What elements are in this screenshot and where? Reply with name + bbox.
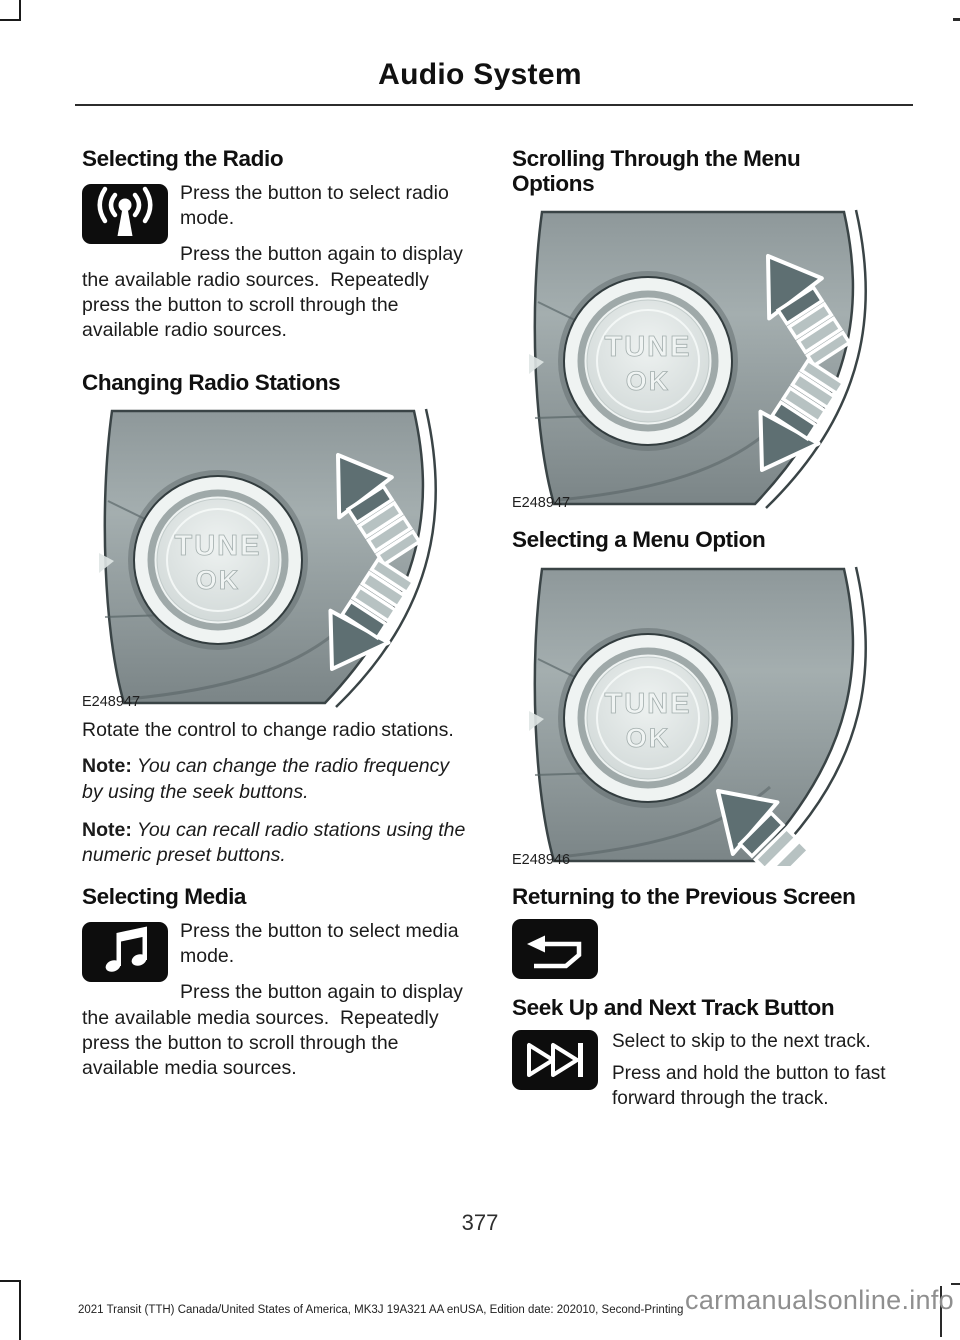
page-title: Audio System	[378, 58, 582, 91]
knob-tune-label: TUNE	[604, 331, 692, 364]
heading-seek: Seek Up and Next Track Button	[512, 994, 835, 1020]
skip-forward-icon	[512, 1030, 598, 1090]
radio-sources-text: Press the button again to display the available radio sources. Repeatedly press the button to scroll through the available radio sources.	[82, 243, 463, 341]
heading-selecting-media: Selecting Media	[82, 883, 247, 909]
heading-scrolling-menu: Scrolling Through the Menu Options	[512, 146, 801, 197]
figure-tune-knob-rotate	[82, 405, 472, 711]
figure-label: E248947	[82, 694, 141, 711]
seek-section	[512, 1030, 904, 1120]
radio-antenna-icon	[82, 184, 168, 244]
knob-ok-label: OK	[625, 722, 671, 753]
crop-mark-top-right	[953, 18, 960, 21]
seek-skip-text: Select to skip to the next track.	[612, 1030, 871, 1052]
figure-tune-knob-scroll	[512, 206, 902, 512]
note-preset-buttons	[82, 818, 474, 868]
note-label: Note:	[82, 755, 132, 778]
note-seek-buttons	[82, 754, 474, 804]
knob-ok-label: OK	[625, 366, 671, 397]
knob-tune-label: TUNE	[604, 687, 692, 720]
heading-selecting-radio: Selecting the Radio	[82, 146, 284, 171]
figure-tune-knob-press	[512, 563, 902, 866]
note-label: Note:	[82, 818, 132, 841]
music-notes-icon	[82, 922, 168, 982]
edition-footer: 2021 Transit (TTH) Canada/United States of America, MK3J 19A321 AA enUSA, Edition date: 202010, Second-Printing	[78, 1304, 684, 1316]
heading-selecting-option: Selecting a Menu Option	[512, 527, 766, 553]
note-text: You can change the radio frequency by using the seek buttons.	[82, 755, 450, 803]
media-mode-text: Press the button to select media mode.	[180, 920, 459, 968]
knob-tune-label: TUNE	[174, 530, 262, 563]
heading-changing-stations: Changing Radio Stations	[82, 370, 341, 396]
right-column	[512, 138, 904, 1119]
note-text: You can recall radio stations using the numeric preset buttons.	[82, 818, 466, 866]
header-rule	[75, 104, 913, 106]
media-mode-icon	[82, 922, 168, 982]
radio-mode-text: Press the button to select radio mode.	[180, 182, 449, 230]
crop-mark-top-left	[0, 0, 21, 21]
heading-returning: Returning to the Previous Screen	[512, 883, 856, 909]
return-arrow-icon	[512, 919, 598, 979]
seek-text-block	[612, 1030, 904, 1120]
figure-label: E248946	[512, 851, 571, 868]
media-sources-text: Press the button again to display the available media sources. Repeatedly press the button to scroll through the available media sources.	[82, 981, 463, 1079]
radio-mode-icon	[82, 184, 168, 244]
knob-ok-label: OK	[195, 565, 241, 596]
left-column	[82, 138, 474, 1092]
seek-hold-text: Press and hold the button to fast forward through the track.	[612, 1063, 886, 1109]
rotate-control-text: Rotate the control to change radio stations.	[82, 719, 454, 742]
figure-label: E248947	[512, 495, 571, 512]
page-number: 377	[461, 1210, 499, 1235]
crop-mark-bottom-left	[0, 1280, 21, 1340]
seek-next-track-icon	[512, 1030, 598, 1090]
return-previous-icon	[512, 919, 598, 979]
watermark: carmanualsonline.info	[685, 1285, 954, 1315]
